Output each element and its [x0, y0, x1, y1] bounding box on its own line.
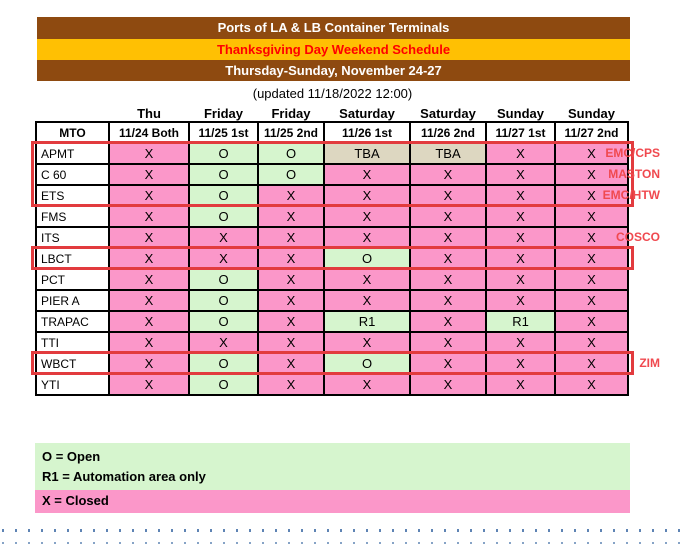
column-header-cell: 11/25 1st: [189, 122, 258, 143]
schedule-cell: X: [555, 206, 628, 227]
legend-open-label: O = Open: [42, 449, 101, 464]
schedule-cell: X: [486, 332, 555, 353]
schedule-cell: X: [109, 353, 189, 374]
schedule-cell: X: [324, 269, 410, 290]
decorative-dotted-row: [2, 529, 682, 532]
schedule-cell: X: [555, 185, 628, 206]
column-header-cell: 11/27 1st: [486, 122, 555, 143]
table-row: [36, 185, 628, 206]
schedule-cell: X: [258, 227, 324, 248]
table-row: [36, 269, 628, 290]
schedule-cell: X: [486, 269, 555, 290]
decorative-dotted-row: [2, 542, 682, 544]
schedule-cell: X: [324, 290, 410, 311]
legend-open-block: [35, 443, 630, 490]
schedule-cell: X: [324, 227, 410, 248]
day-header-cell: Saturday: [410, 105, 486, 122]
schedule-cell: X: [324, 206, 410, 227]
schedule-cell: TBA: [324, 143, 410, 164]
schedule-cell: X: [555, 374, 628, 395]
column-header-cell: MTO: [36, 122, 109, 143]
schedule-table-body: [36, 105, 628, 395]
table-row: [36, 206, 628, 227]
schedule-cell: X: [258, 374, 324, 395]
mto-label: ITS: [36, 227, 109, 248]
schedule-cell: X: [555, 290, 628, 311]
schedule-cell: X: [109, 269, 189, 290]
mto-label: PIER A: [36, 290, 109, 311]
mto-label: TRAPAC: [36, 311, 109, 332]
day-header-row: [36, 105, 628, 122]
schedule-cell: X: [410, 374, 486, 395]
schedule-cell: X: [410, 290, 486, 311]
day-header-cell: [36, 105, 109, 122]
mto-label: LBCT: [36, 248, 109, 269]
schedule-cell: X: [258, 185, 324, 206]
schedule-cell: O: [189, 143, 258, 164]
day-header-cell: Thu: [109, 105, 189, 122]
schedule-cell: X: [258, 311, 324, 332]
schedule-cell: X: [486, 374, 555, 395]
mto-label: YTI: [36, 374, 109, 395]
schedule-cell: X: [555, 269, 628, 290]
schedule-cell: X: [109, 143, 189, 164]
schedule-cell: X: [486, 143, 555, 164]
schedule-cell: X: [486, 164, 555, 185]
schedule-cell: X: [410, 311, 486, 332]
schedule-cell: X: [109, 332, 189, 353]
schedule-cell: X: [324, 164, 410, 185]
mto-label: TTI: [36, 332, 109, 353]
schedule-cell: O: [324, 353, 410, 374]
date-range: Thursday-Sunday, November 24-27: [37, 60, 630, 81]
legend-closed-label: X = Closed: [42, 493, 109, 508]
schedule-cell: X: [486, 248, 555, 269]
schedule-cell: R1: [324, 311, 410, 332]
schedule-cell: X: [324, 185, 410, 206]
schedule-cell: X: [486, 353, 555, 374]
table-row: [36, 374, 628, 395]
schedule-cell: X: [410, 227, 486, 248]
mto-label: FMS: [36, 206, 109, 227]
page-title: Ports of LA & LB Container Terminals: [37, 17, 630, 39]
schedule-cell: X: [109, 311, 189, 332]
schedule-cell: O: [189, 311, 258, 332]
schedule-cell: X: [109, 248, 189, 269]
schedule-cell: O: [189, 206, 258, 227]
schedule-cell: X: [109, 227, 189, 248]
schedule-cell: X: [555, 164, 628, 185]
schedule-cell: X: [486, 290, 555, 311]
carrier-annotation: COSCO: [615, 229, 660, 244]
schedule-cell: X: [410, 353, 486, 374]
column-header-cell: 11/27 2nd: [555, 122, 628, 143]
schedule-cell: X: [258, 206, 324, 227]
carrier-annotation: EMC/HTW: [602, 187, 660, 202]
legend: [35, 443, 630, 513]
schedule-cell: X: [258, 332, 324, 353]
carrier-annotation: EMC/CPS: [605, 145, 660, 160]
schedule-cell: O: [189, 269, 258, 290]
schedule-cell: X: [109, 290, 189, 311]
schedule-cell: X: [410, 248, 486, 269]
schedule-cell: X: [258, 248, 324, 269]
table-row: [36, 311, 628, 332]
table-row: [36, 227, 628, 248]
schedule-cell: X: [189, 227, 258, 248]
table-row: [36, 353, 628, 374]
carrier-annotation: MASTON: [608, 166, 660, 181]
schedule-cell: X: [324, 374, 410, 395]
day-header-cell: Saturday: [324, 105, 410, 122]
schedule-cell: X: [410, 164, 486, 185]
mto-label: C 60: [36, 164, 109, 185]
schedule-cell: X: [410, 332, 486, 353]
schedule-cell: X: [410, 185, 486, 206]
day-header-cell: Sunday: [486, 105, 555, 122]
schedule-cell: R1: [486, 311, 555, 332]
schedule-cell: X: [410, 269, 486, 290]
schedule-cell: X: [555, 143, 628, 164]
schedule-cell: O: [189, 374, 258, 395]
table-row: [36, 143, 628, 164]
schedule-cell: X: [109, 185, 189, 206]
day-header-cell: Friday: [189, 105, 258, 122]
schedule-cell: O: [189, 353, 258, 374]
schedule-cell: X: [555, 248, 628, 269]
column-header-cell: 11/26 2nd: [410, 122, 486, 143]
mto-label: APMT: [36, 143, 109, 164]
column-header-cell: 11/24 Both: [109, 122, 189, 143]
table-row: [36, 248, 628, 269]
column-header-row: [36, 122, 628, 143]
schedule-cell: O: [324, 248, 410, 269]
day-header-cell: Sunday: [555, 105, 628, 122]
schedule-cell: X: [189, 332, 258, 353]
schedule-cell: O: [189, 185, 258, 206]
schedule-cell: O: [258, 164, 324, 185]
schedule-cell: X: [189, 248, 258, 269]
schedule-cell: X: [486, 185, 555, 206]
table-row: [36, 164, 628, 185]
schedule-cell: X: [258, 353, 324, 374]
table-row: [36, 332, 628, 353]
schedule-cell: TBA: [410, 143, 486, 164]
mto-label: WBCT: [36, 353, 109, 374]
schedule-cell: X: [486, 206, 555, 227]
schedule-cell: X: [109, 164, 189, 185]
column-header-cell: 11/25 2nd: [258, 122, 324, 143]
schedule-cell: X: [410, 206, 486, 227]
schedule-cell: O: [189, 164, 258, 185]
schedule-cell: X: [258, 269, 324, 290]
schedule-cell: X: [109, 374, 189, 395]
mto-label: PCT: [36, 269, 109, 290]
page-subtitle: Thanksgiving Day Weekend Schedule: [37, 39, 630, 60]
legend-closed-block: [35, 490, 630, 513]
legend-r1-label: R1 = Automation area only: [42, 469, 206, 484]
schedule-cell: O: [258, 143, 324, 164]
schedule-cell: X: [486, 227, 555, 248]
column-header-cell: 11/26 1st: [324, 122, 410, 143]
schedule-cell: X: [324, 332, 410, 353]
schedule-cell: O: [189, 290, 258, 311]
table-row: [36, 290, 628, 311]
schedule-cell: X: [555, 332, 628, 353]
schedule-cell: X: [555, 353, 628, 374]
schedule-cell: X: [258, 290, 324, 311]
schedule-cell: X: [555, 227, 628, 248]
schedule-cell: X: [555, 311, 628, 332]
updated-timestamp: (updated 11/18/2022 12:00): [252, 86, 413, 101]
schedule-cell: X: [109, 206, 189, 227]
carrier-annotation: ZIM: [639, 355, 660, 370]
mto-label: ETS: [36, 185, 109, 206]
schedule-table: [35, 105, 629, 396]
day-header-cell: Friday: [258, 105, 324, 122]
